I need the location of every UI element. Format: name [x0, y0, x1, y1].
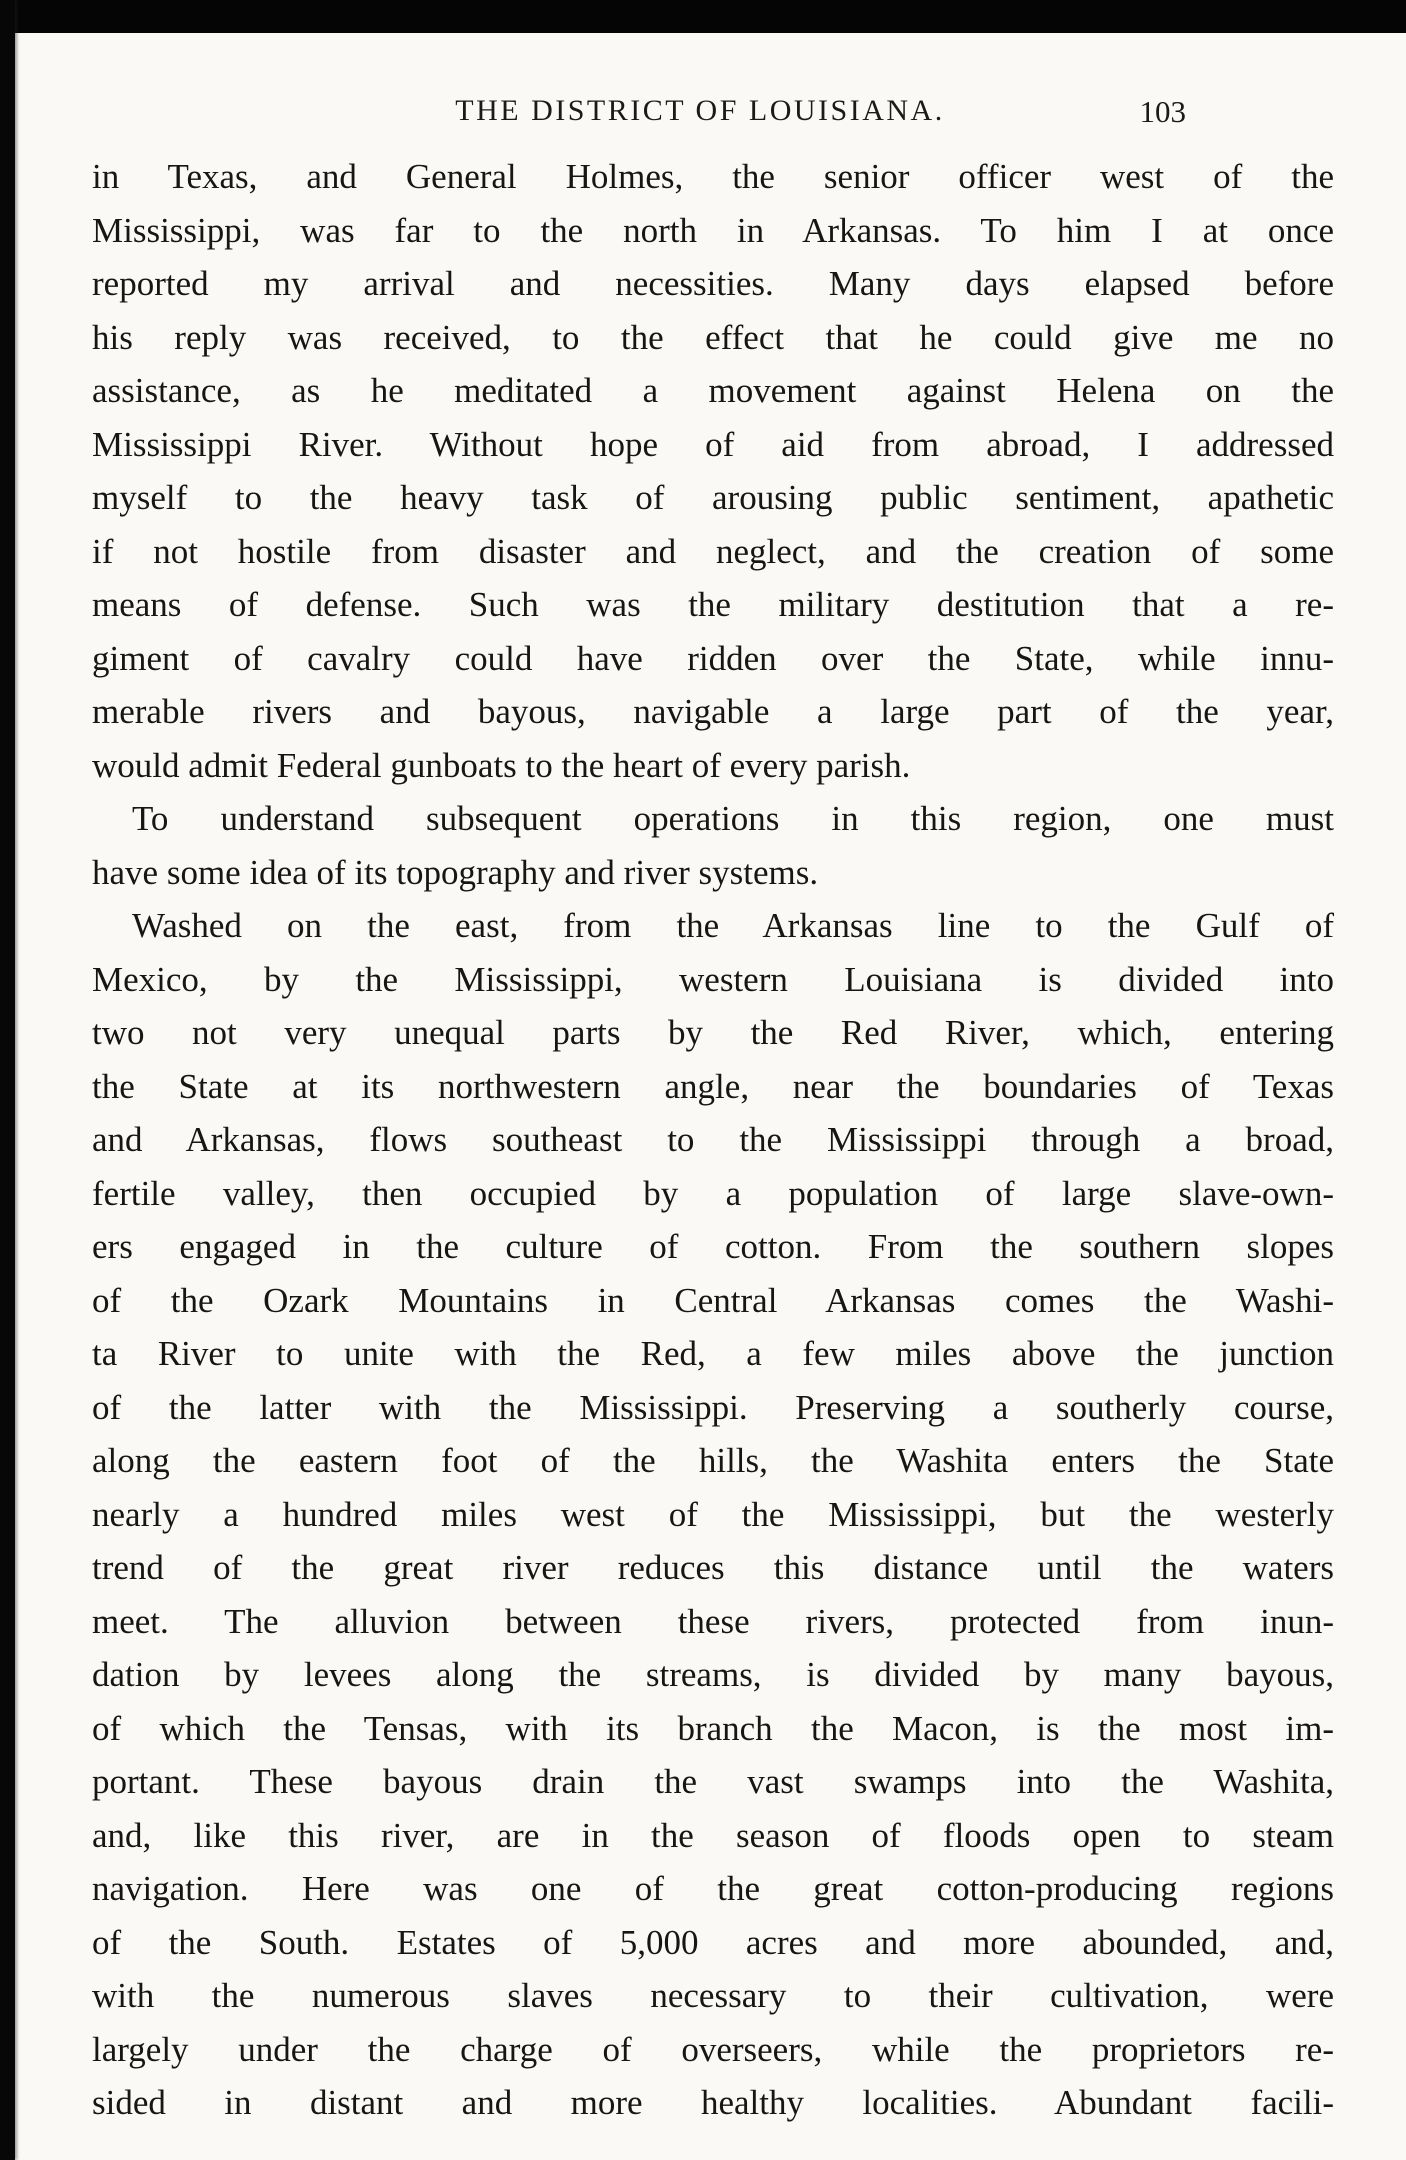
page-body: [92, 150, 1334, 2130]
text-line: sided in distant and more healthy localities. Abundant facili-: [92, 2083, 1334, 2122]
text-line: ers engaged in the culture of cotton. From the southern slopes: [92, 1227, 1334, 1266]
text-line: means of defense. Such was the military destitution that a re-: [92, 585, 1334, 624]
text-line: ta River to unite with the Red, a few miles above the junction: [92, 1334, 1334, 1373]
text-line: navigation. Here was one of the great cotton-producing regions: [92, 1869, 1334, 1908]
text-line: giment of cavalry could have ridden over the State, while innu-: [92, 638, 1334, 678]
scan-edge-left: [0, 0, 15, 2160]
text-line: of the latter with the Mississippi. Preserving a southerly course,: [92, 1387, 1334, 1427]
text-line: nearly a hundred miles west of the Mississippi, but the westerly: [92, 1494, 1334, 1534]
text-line: have some idea of its topography and river systems.: [92, 852, 819, 892]
page-header: [90, 94, 1336, 134]
text-line: and, like this river, are in the season of floods open to steam: [92, 1815, 1334, 1855]
text-line: Mexico, by the Mississippi, western Louisiana is divided into: [92, 959, 1334, 999]
text-line: in Texas, and General Holmes, the senior officer west of the: [92, 157, 1334, 196]
text-line: along the eastern foot of the hills, the Washita enters the State: [92, 1441, 1334, 1480]
scan-edge-top: [0, 0, 1406, 33]
text-line: merable rivers and bayous, navigable a large part of the year,: [92, 692, 1334, 731]
text-line: Washed on the east, from the Arkansas line to the Gulf of: [132, 906, 1334, 945]
text-line: portant. These bayous drain the vast swamps into the Washita,: [92, 1762, 1334, 1801]
text-line: myself to the heavy task of arousing public sentiment, apathetic: [92, 478, 1334, 517]
text-line: would admit Federal gunboats to the heart of every parish.: [92, 745, 911, 785]
text-line: his reply was received, to the effect that he could give me no: [92, 317, 1334, 357]
text-line: Mississippi, was far to the north in Arkansas. To him I at once: [92, 210, 1334, 250]
text-line: of the South. Estates of 5,000 acres and more abounded, and,: [92, 1922, 1334, 1962]
text-line: of the Ozark Mountains in Central Arkansas comes the Washi-: [92, 1280, 1334, 1320]
text-line: meet. The alluvion between these rivers, protected from inun-: [92, 1601, 1334, 1641]
text-line: of which the Tensas, with its branch the Macon, is the most im-: [92, 1708, 1334, 1748]
text-line: fertile valley, then occupied by a population of large slave-own-: [92, 1173, 1334, 1213]
text-line: largely under the charge of overseers, while the proprietors re-: [92, 2029, 1334, 2069]
text-line: To understand subsequent operations in this region, one must: [132, 799, 1334, 838]
page-number: 103: [1139, 94, 1186, 129]
text-line: dation by levees along the streams, is divided by many bayous,: [92, 1655, 1334, 1694]
text-line: and Arkansas, flows southeast to the Mississippi through a broad,: [92, 1120, 1334, 1159]
text-line: assistance, as he meditated a movement against Helena on the: [92, 371, 1334, 410]
text-line: two not very unequal parts by the Red River, which, entering: [92, 1013, 1334, 1052]
text-line: with the numerous slaves necessary to their cultivation, were: [92, 1976, 1334, 2015]
text-line: Mississippi River. Without hope of aid from abroad, I addressed: [92, 424, 1334, 464]
text-line: if not hostile from disaster and neglect, and the creation of some: [92, 531, 1334, 571]
text-line: the State at its northwestern angle, near the boundaries of Texas: [92, 1066, 1334, 1106]
running-title: THE DISTRICT OF LOUISIANA.: [455, 94, 945, 127]
text-line: reported my arrival and necessities. Many days elapsed before: [92, 264, 1334, 303]
text-line: trend of the great river reduces this distance until the waters: [92, 1548, 1334, 1587]
